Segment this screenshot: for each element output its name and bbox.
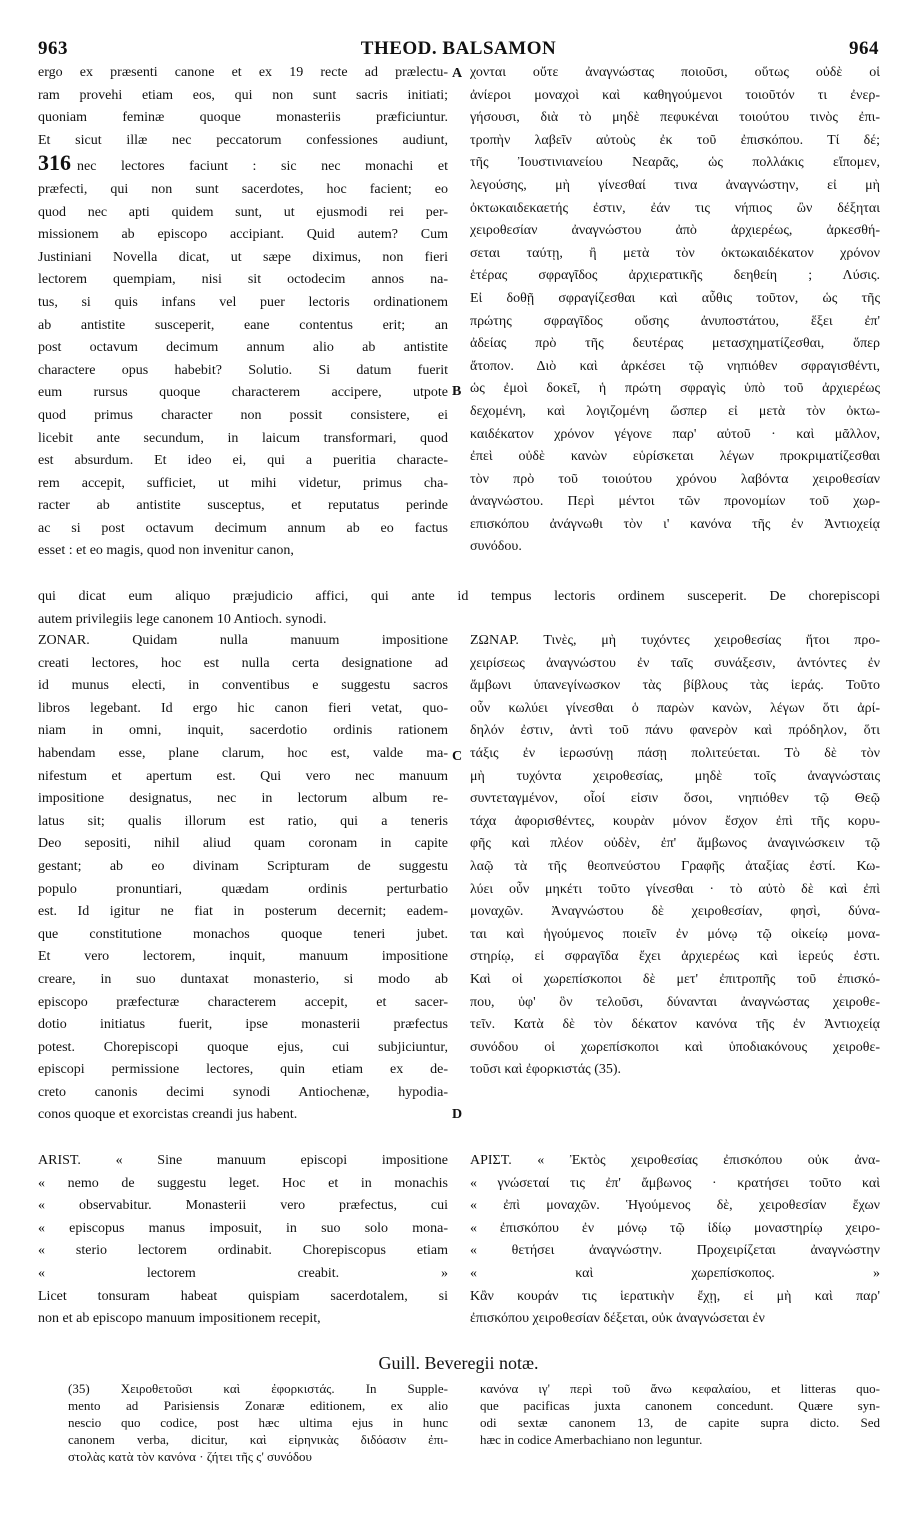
latin-aristenus-commentary bbox=[38, 1150, 448, 1331]
text-line: niam in omni, inquit, sacerdotio ordinis rationem bbox=[38, 723, 448, 739]
text-line: esset : et eo magis, quod non invenitur canon, bbox=[38, 543, 294, 559]
text-line: ται καὶ ἡγούμενος ποιεῖν ἐν μόνῳ τῷ οἰκείῳ μονα- bbox=[470, 926, 880, 942]
text-line: episcopo præfecturæ characterem accepit, et sacer- bbox=[38, 994, 448, 1010]
text-line: λύει οὖν μηκέτι τοῦτο γίνεσθαι · τὸ αὐτὸ δὲ καὶ ἐπὶ bbox=[470, 881, 880, 897]
text-line: que pacificas juxta canonem concedunt. Quære syn- bbox=[480, 1398, 880, 1413]
text-line: επισκόπου ἀνάγνωθι τὸν ι' κανόνα τῆς ἐν Ἀντιοχείᾳ bbox=[470, 516, 880, 532]
text-line: ἄτοπον. Διὸ καὶ ἀρκέσει τῷ νηπιόθεν σφραγισθέντι, bbox=[470, 358, 880, 374]
text-line: charactere opus habebit? Solutio. Si datum fuerit bbox=[38, 362, 448, 378]
text-line: Κἂν κουράν τις ἱερατικὴν ἔχῃ, εἰ μὴ καὶ παρ' bbox=[470, 1288, 880, 1304]
text-line: ἄμβωνι ὑπανεγίνωσκον τὰς βίβλους τὰς ἱεράς. Τοῦτο bbox=[470, 678, 880, 694]
text-line: gestant; ab eo divinam Scripturam de suggestu bbox=[38, 858, 448, 874]
notes-title: Guill. Beveregii notæ. bbox=[378, 1353, 539, 1373]
greek-column-top bbox=[470, 62, 880, 559]
text-line: eum rursus quoque characterem accipere, utpote bbox=[38, 385, 448, 401]
text-line: μοναχῶν. Ἀναγνώστου δὲ χειροθεσίαν, φησὶ, δύνα- bbox=[470, 904, 880, 920]
text-line: est. Id igitur ne fiat in posterum decernit; eadem- bbox=[38, 904, 448, 920]
text-line: ab antistite susceperit, eane contentus erit; an bbox=[38, 317, 448, 333]
text-line: 316 nec lectores faciunt : sic nec monachi et bbox=[38, 152, 448, 176]
text-line: τάξις ἐν ἱερωσύνῃ πάσῃ πολιτεύεται. Τὸ δὲ τὸν bbox=[470, 745, 880, 761]
text-line: στηρίῳ, εἰ σφραγῖδα ἔχει ἀρχιερέως καὶ ἱερεύς ἐστι. bbox=[470, 949, 880, 965]
text-line: ΖΩΝΑΡ. Τινὲς, μὴ τυχόντες χειροθεσίας ἤτοι προ- bbox=[470, 633, 880, 648]
text-line: impositione designatus, nec in lectorum album re- bbox=[38, 791, 448, 807]
text-line: ἐπισκόπου χειροθεσίαν δέξεται, οὐκ ἀναγνώσεται ἐν bbox=[470, 1311, 765, 1327]
text-line: ὀκτωκαιδεκαετής ἐστιν, ἐάν τις νήπιος ὢν δέξηται bbox=[470, 200, 880, 216]
text-line: κανόνα ιγ' περὶ τοῦ ἄνω κεφαλαίου, et litteras quo- bbox=[480, 1381, 880, 1396]
text-line: missionem ab episcopo accipiant. Quid autem? Cum bbox=[38, 227, 448, 243]
text-line: qui dicat eum aliquo præjudicio affici, qui ante id tempus lectoris ordinem susceperit. De chorepiscopi bbox=[38, 589, 880, 604]
text-line: canonem verba, dicitur, καὶ εἰρηνικὰς διδόασιν ἐπι- bbox=[68, 1432, 448, 1447]
text-line: quod primus character non possit consistere, ei bbox=[38, 407, 448, 423]
text-line: ZONAR. Quidam nulla manuum impositione bbox=[38, 633, 448, 648]
text-line: συνόδου οἱ χωρεπίσκοποι καὶ ὑποδιακόνους χειροθε- bbox=[470, 1039, 880, 1055]
text-line: Licet tonsuram habeat quispiam sacerdotalem, si bbox=[38, 1288, 448, 1304]
page-marker-number: 316 bbox=[38, 152, 71, 176]
text-line: δηλόν ἐστιν, ἀντὶ τοῦ πάνυ φανερὸν καὶ πρόδηλον, ὅτι bbox=[470, 723, 880, 739]
text-line: creto canonis decimi synodi Antiochenæ, hypodia- bbox=[38, 1084, 448, 1100]
text-line: Καὶ οἱ χωρεπίσκοποι δὲ μετ' ἐπιτροπῆς τοῦ ἐπισκό- bbox=[470, 971, 880, 987]
text-line: « γνώσεταί τις ἐπ' ἄμβωνος · κρατήσει τοῦτο καὶ bbox=[470, 1175, 880, 1191]
text-line: conos quoque et exorcistas creandi jus habent. bbox=[38, 1107, 298, 1123]
text-line: episcopi permissione lectores, quin etiam ex de- bbox=[38, 1062, 448, 1078]
text-line: id munus electi, in conventibus e suggestu sacros bbox=[38, 678, 448, 694]
text-line: χειροθεσίαν ἀναγνώστου ἀπὸ ἀρχιερέως, ἀρκεσθή- bbox=[470, 223, 880, 239]
text-line: τάχα ἀφορισθέντες, κουρὰν μόνον ἔσχον ἐπὶ τῆς κορυ- bbox=[470, 813, 880, 829]
text-line: « episcopus manus imposuit, in suo solo mona- bbox=[38, 1220, 448, 1236]
text-line: « θετήσει ἀναγνώστην. Προχειρίζεται ἀναγνώστην bbox=[470, 1243, 880, 1259]
text-line: « sterio lectorem ordinabit. Chorepiscopus etiam bbox=[38, 1243, 448, 1259]
text-line: mento ad Parisiensis Zonaræ editionem, ex alio bbox=[68, 1398, 448, 1413]
text-line: quoniam feminæ quoque monasteriis præficiuntur. bbox=[38, 110, 448, 126]
text-line: dotio initiatus fuerit, ipse monasterii præfectus bbox=[38, 1017, 448, 1033]
text-line: Et sicut illæ nec peccatorum confessiones audiunt, bbox=[38, 132, 448, 148]
greek-zonaras-commentary bbox=[470, 630, 880, 1082]
greek-aristenus-commentary bbox=[470, 1150, 880, 1331]
text-line: ἀδείας πρὸ τῆς δευτέρας μετασχηματίζεσθαι, ὅπερ bbox=[470, 336, 880, 352]
margin-letter-d: D bbox=[452, 1107, 463, 1122]
text-line: τῆς Ἰουστινιανείου Νεαρᾶς, ὡς πολλάκις εἴπομεν, bbox=[470, 155, 880, 171]
text-line: ἀναγνώστου. Περὶ μέντοι τῶν προνομίων τοῦ χωρ- bbox=[470, 494, 880, 510]
text-line: creati lectores, hoc est nulla certa designatione ad bbox=[38, 655, 448, 671]
text-line: rem accepit, sufficiet, ut mihi videtur, primus cha- bbox=[38, 475, 448, 491]
full-width-continuation bbox=[38, 586, 880, 631]
text-line: latus sit; qualis illorum est ratio, qui a teneris bbox=[38, 813, 448, 829]
text-line: συντεταγμένον, οἷοί εἰσιν ὅσοι, νηπιόθεν τῷ Θεῷ bbox=[470, 791, 880, 807]
text-line: τοῦσι καὶ ἐφορκιστάς (35). bbox=[470, 1062, 622, 1078]
text-line: « lectorem creabit. » bbox=[38, 1265, 448, 1281]
text-line: tus, si quis infans vel puer lectoris ordinationem bbox=[38, 294, 448, 310]
text-line: « ἐπὶ μοναχῶν. Ἡγούμενος δὲ, χειροθεσίαν ἔχων bbox=[470, 1198, 880, 1214]
text-line: ram provehi etiam eos, qui non sunt sacris initiati; bbox=[38, 87, 448, 103]
text-line: non et ab episcopo manuum impositionem recepit, bbox=[38, 1311, 321, 1327]
text-line: ARIST. « Sine manuum episcopi impositione bbox=[38, 1153, 448, 1168]
text-line: Deo sepositi, nihil aliud quam coronam in capite bbox=[38, 836, 448, 852]
text-line: δεχομένη, καὶ λογιζομένη ὥσπερ εἰ μετὰ τὸν ὀκτω- bbox=[470, 403, 880, 419]
text-line: est absurdum. Et ideo ei, qui a pueritia characte- bbox=[38, 453, 448, 469]
text-line: ὡς ἐμοὶ δοκεῖ, ἡ πρώτη σφραγὶς ὑπὸ τοῦ ἀρχιερέως bbox=[470, 381, 880, 397]
text-line: ΑΡΙΣΤ. « Ἐκτὸς χειροθεσίας ἐπισκόπου οὐκ ἀνα- bbox=[470, 1153, 880, 1168]
text-line: χονται οὔτε ἀναγνώστας ποιοῦσι, οὕτως οὐδὲ οἱ bbox=[470, 65, 880, 80]
text-line: « nemo de suggestu leget. Hoc et in monachis bbox=[38, 1175, 448, 1191]
text-line: οὖν κωλύει γίνεσθαι ὁ παρὼν κανὼν, λέγων ὅτι ἀρί- bbox=[470, 700, 880, 716]
text-line: ἀνίεροι μοναχοὶ καὶ καθηγούμενοι τοιοῦτόν τι ἐνερ- bbox=[470, 87, 880, 103]
text-line: φῆς καὶ πλέον οὐδὲν, ἐπ' ἄμβωνος ἀναγινώσκειν τῷ bbox=[470, 836, 880, 852]
text-line: (35) Χειροθετοῦσι καὶ ἐφορκιστάς. In Supple- bbox=[68, 1381, 448, 1396]
right-page-number: 964 bbox=[849, 38, 879, 59]
text-line: ac si post octavum decimum annum ab eo factus bbox=[38, 520, 448, 536]
text-line: nescio quo codice, post hæc ultima ejus in hunc bbox=[68, 1415, 448, 1430]
text-line: odi sextæ canonem 13, de capite supra dicto. Sed bbox=[480, 1415, 880, 1430]
text-line: nifestum et apertum est. Qui vero nec manuum bbox=[38, 768, 448, 784]
text-line: populo pronuntiari, quædam ordinis perturbatio bbox=[38, 881, 448, 897]
text-line: « ἐπισκόπου ἐν μόνῳ τῷ ἰδίῳ μοναστηρίῳ χειρο- bbox=[470, 1220, 880, 1236]
text-line: Justiniani Novella dicat, ut sæpe diximus, non fieri bbox=[38, 249, 448, 265]
text-line: ἑτέρας σφραγῖδος ἀρχιερατικῆς δεηθείη ; Λύσις. bbox=[470, 268, 880, 284]
footnote-left bbox=[68, 1380, 448, 1465]
text-line: συνόδου. bbox=[470, 539, 522, 555]
text-line: στολὰς κατὰ τὸν κανόνα · ζήτει τῆς ς' συνόδου bbox=[68, 1449, 312, 1464]
left-page-number: 963 bbox=[38, 38, 68, 59]
text-line: τροπὴν λαβεῖν αὐτοὺς ἐκ τοῦ ἐπισκόπου. Τί δέ; bbox=[470, 132, 880, 148]
text-line: habendam esse, plane clarum, hoc est, valde ma- bbox=[38, 745, 448, 761]
text-line: Εἰ δοθῇ σφραγίζεσθαι καὶ αὖθις τοῦτον, ὡς τῆς bbox=[470, 290, 880, 306]
text-line: που, ὑφ' ὃν τελοῦσι, δύνανται ἀναγνώστας χειροθε- bbox=[470, 994, 880, 1010]
text-line: præfecti, qui non sunt sacerdotes, hoc facient; eo bbox=[38, 181, 448, 197]
text-line: χειρίσεως ἀναγνώστου ἐν ταῖς συνάξεσιν, ἀντόντες ἐν bbox=[470, 655, 880, 671]
latin-column-top bbox=[38, 62, 448, 563]
text-line: hæc in codice Amerbachiano non leguntur. bbox=[480, 1432, 703, 1447]
text-line: libros legebant. Id ergo hic canon fieri vetat, quo- bbox=[38, 700, 448, 716]
text-line: καιδέκατον χρόνον γέγονε παρ' αὐτοῦ · καὶ μᾶλλον, bbox=[470, 426, 880, 442]
text-line: τεῖν. Κατὰ δὲ τὸν δέκατον κανόνα τῆς ἐν Ἀντιοχείᾳ bbox=[470, 1017, 880, 1033]
text-line: πρώτης σφραγῖδος οὔσης ἀνυποστάτου, ἕξει ἐπ' bbox=[470, 313, 880, 329]
text-line: μὴ τυχόντα χειροθεσίας, μηδὲ τοῖς ἀναγνώσταις bbox=[470, 768, 880, 784]
latin-zonaras-commentary bbox=[38, 630, 448, 1127]
text-line: « observabitur. Monasterii vero præfectus, cui bbox=[38, 1198, 448, 1214]
text-line: γήσουσι, διὰ τὸ μηδὲ πεφυκέναι τοιούτου τινὸς ἐπι- bbox=[470, 110, 880, 126]
text-line: λεγούσης, μὴ γίνεσθαί τινα ἀναγνώστην, εἰ μὴ bbox=[470, 177, 880, 193]
text-line: licebit ante secundum, in laicum transformari, quod bbox=[38, 430, 448, 446]
text-line: λαῷ τὰ τῆς θεοπνεύστου Γραφῆς ἀταξίας ἐστί. Κω- bbox=[470, 858, 880, 874]
text-line: que constitutione monachos quoque teneri jubet. bbox=[38, 926, 448, 942]
margin-letter-b: B bbox=[452, 384, 462, 399]
running-head: THEOD. BALSAMON bbox=[360, 38, 557, 59]
text-line: post octavum decimum annum alio ab antistite bbox=[38, 340, 448, 356]
text-line: Et vero lectorem, inquit, manuum impositione bbox=[38, 949, 448, 965]
text-line: ergo ex præsenti canone et ex 19 recte ad prælectu- bbox=[38, 65, 448, 80]
text-line: racter ab antistite susceptus, et reputatus perinde bbox=[38, 498, 448, 514]
text-line: ἐπεὶ οὐδὲ κανὼν εὑρίσκεται λέγων προκριματίζεσθαι bbox=[470, 449, 880, 465]
text-line: autem privilegiis lege canonem 10 Antioch. synodi. bbox=[38, 611, 327, 627]
margin-letter-a: A bbox=[452, 66, 463, 81]
text-line: « καὶ χωρεπίσκοπος. » bbox=[470, 1265, 880, 1281]
text-line: σεται ταύτῃ, ἢ μετὰ τὸν ὀκτωκαιδέκατον χρόνον bbox=[470, 245, 880, 261]
text-line: quod nec apti quidem sunt, ut ejusmodi rei per- bbox=[38, 204, 448, 220]
text-line: lectorem quempiam, nisi sit octodecim annos na- bbox=[38, 272, 448, 288]
text-line: creare, in suo duntaxat monasterio, si modo ab bbox=[38, 971, 448, 987]
footnote-right bbox=[480, 1380, 880, 1448]
text-line: τὸν πρὸ τοῦ τοιούτου χρόνου λαβόντα χειροθεσίαν bbox=[470, 471, 880, 487]
text-line: potest. Chorepiscopi quoque ejus, cui subjiciuntur, bbox=[38, 1039, 448, 1055]
margin-letter-c: C bbox=[452, 749, 463, 764]
